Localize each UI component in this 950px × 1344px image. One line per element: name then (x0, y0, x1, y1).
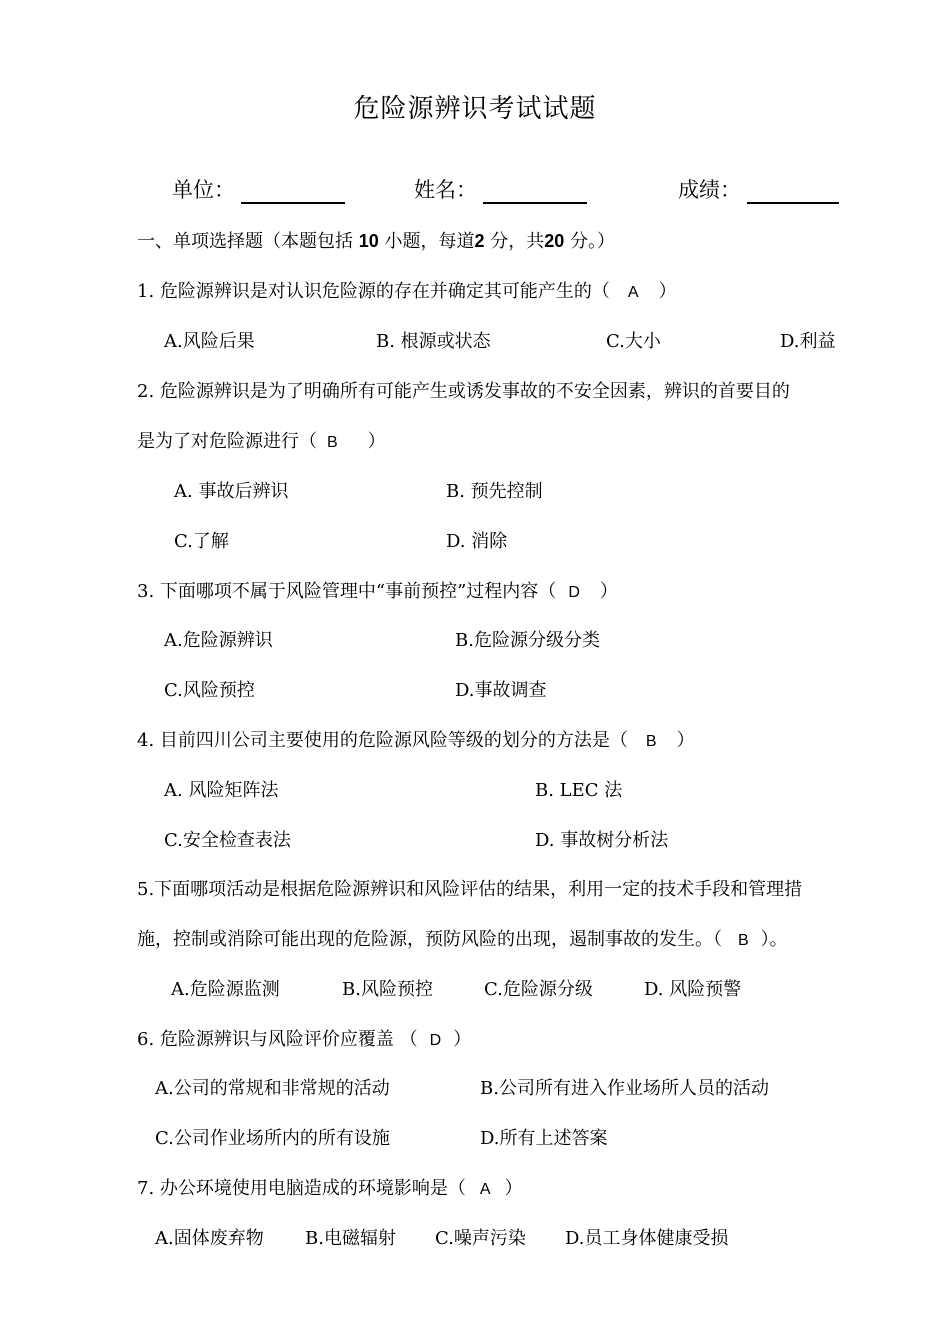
page-title: 危险源辨识考试试题 (353, 94, 597, 124)
answer-1: A (627, 284, 639, 301)
q6-option-c: C.公司作业场所内的所有设施 (155, 1128, 390, 1149)
q3-option-d: D.事故调查 (455, 680, 547, 701)
answer-3: D (568, 584, 580, 601)
question-5: 5.下面哪项活动是根据危险源辨识和风险评估的结果，利用一定的技术手段和管理措 (137, 879, 803, 900)
unit-blank (241, 178, 345, 204)
q4-option-c: C.安全检查表法 (164, 830, 291, 851)
q1-option-c: C.大小 (606, 331, 661, 352)
q5-option-b: B.风险预控 (342, 979, 433, 1000)
q3-option-b: B.危险源分级分类 (455, 630, 600, 651)
answer-2: B (327, 434, 338, 451)
question-2-cont: 是为了对危险源进行（ B ） (137, 431, 386, 452)
q6-option-a: A.公司的常规和非常规的活动 (155, 1078, 390, 1099)
question-5-cont: 施，控制或消除可能出现的危险源，预防风险的出现，遏制事故的发生。（ B ）。 (137, 929, 788, 950)
info-row (0, 174, 950, 210)
answer-5: B (738, 932, 749, 949)
unit-field (172, 174, 345, 204)
q4-option-b: B. LEC 法 (535, 780, 623, 801)
question-4: 4. 目前四川公司主要使用的危险源风险等级的划分的方法是（ B ） (137, 730, 695, 751)
answer-6: D (429, 1032, 442, 1049)
q2-option-d: D. 消除 (446, 531, 508, 552)
q4-option-a: A. 风险矩阵法 (164, 780, 279, 801)
q5-option-a: A.危险源监测 (171, 979, 280, 1000)
q7-option-c: C.噪声污染 (435, 1228, 526, 1249)
question-3: 3. 下面哪项不属于风险管理中“事前预控”过程内容（ D ） (137, 581, 618, 602)
score-label: 成绩： (678, 178, 741, 202)
q3-option-c: C.风险预控 (164, 680, 255, 701)
unit-label: 单位： (172, 178, 235, 202)
q1-option-b: B. 根源或状态 (376, 331, 491, 352)
name-blank (483, 178, 587, 204)
q7-option-d: D.员工身体健康受损 (565, 1228, 729, 1249)
answer-7: A (479, 1181, 491, 1198)
q2-option-c: C.了解 (174, 531, 229, 552)
q2-option-b: B. 预先控制 (446, 481, 543, 502)
answer-4: B (645, 733, 657, 750)
score-field (678, 174, 839, 204)
q6-option-b: B.公司所有进入作业场所人员的活动 (480, 1078, 769, 1099)
question-2: 2. 危险源辨识是为了明确所有可能产生或诱发事故的不安全因素，辨识的首要目的 (137, 381, 790, 402)
q5-option-c: C.危险源分级 (484, 979, 593, 1000)
name-label: 姓名： (414, 178, 477, 202)
question-6: 6. 危险源辨识与风险评价应覆盖 （ D ） (137, 1029, 472, 1050)
score-blank (747, 178, 839, 204)
q1-option-a: A.风险后果 (164, 331, 255, 352)
q1-option-d: D.利益 (780, 331, 836, 352)
q6-option-d: D.所有上述答案 (480, 1128, 608, 1149)
q4-option-d: D. 事故树分析法 (535, 830, 669, 851)
q5-option-d: D. 风险预警 (644, 979, 742, 1000)
name-field (414, 174, 587, 204)
q7-option-a: A.固体废弃物 (155, 1228, 264, 1249)
question-7: 7. 办公环境使用电脑造成的环境影响是（ A ） (137, 1178, 523, 1199)
section-heading: 一、单项选择题（本题包括 10 小题，每道2 分，共20 分。） (137, 231, 616, 252)
q7-option-b: B.电磁辐射 (305, 1228, 396, 1249)
q2-option-a: A. 事故后辨识 (174, 481, 289, 502)
question-1: 1. 危险源辨识是对认识危险源的存在并确定其可能产生的（ A ） (137, 281, 677, 302)
q3-option-a: A.危险源辨识 (164, 630, 273, 651)
